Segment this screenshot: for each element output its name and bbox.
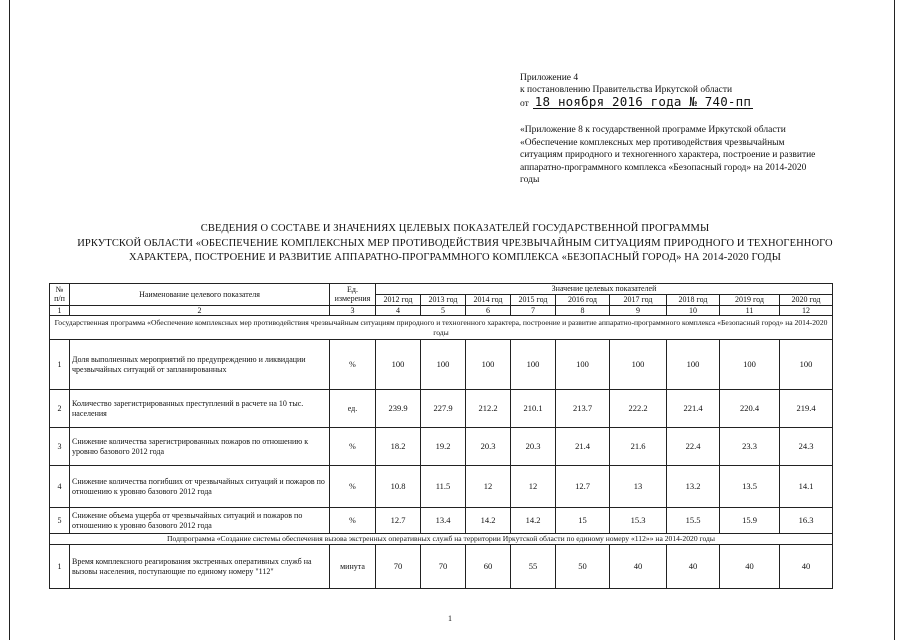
value-cell: 222.2 <box>610 390 667 428</box>
column-number-8: 8 <box>556 305 610 316</box>
value-cell: 239.9 <box>376 390 421 428</box>
header-year-1: 2012 год <box>376 294 421 305</box>
table-row <box>50 428 833 466</box>
value-cell: 100 <box>667 340 720 390</box>
value-cell: 100 <box>780 340 833 390</box>
indicator-name: Снижение количества погибших от чрезвычайных ситуаций и пожаров по отношению к уровню базового 2012 года <box>70 466 330 508</box>
value-cell: 12.7 <box>556 466 610 508</box>
header-year-8: 2019 год <box>720 294 780 305</box>
value-cell: 100 <box>511 340 556 390</box>
value-cell: 18.2 <box>376 428 421 466</box>
column-number-3: 3 <box>330 305 376 316</box>
column-number-5: 5 <box>421 305 466 316</box>
document-title <box>30 222 880 266</box>
value-cell: 22.4 <box>667 428 720 466</box>
value-cell: 100 <box>556 340 610 390</box>
subprogram-title-cell: Подпрограмма «Создание системы обеспечения вызова экстренных оперативных служб на территории Иркутской области по единому номеру «112»» на 2014-2020 годы <box>50 534 833 545</box>
column-number-12: 12 <box>780 305 833 316</box>
value-cell: 14.2 <box>511 508 556 534</box>
column-number-1: 1 <box>50 305 70 316</box>
header-year-7: 2018 год <box>667 294 720 305</box>
indicator-name: Время комплексного реагирования экстренных оперативных служб на вызовы населения, поступающие по единому номеру "112" <box>70 545 330 589</box>
value-cell: 50 <box>556 545 610 589</box>
title-line-3: ХАРАКТЕРА, ПОСТРОЕНИЕ И РАЗВИТИЕ АППАРАТНО-ПРОГРАММНОГО КОМПЛЕКСА «БЕЗОПАСНЫЙ ГОРОД» НА 2014-2020 ГОДЫ <box>128 252 782 263</box>
table-row <box>50 508 833 534</box>
value-cell: 21.4 <box>556 428 610 466</box>
annex-8-reference: «Приложение 8 к государственной программе Иркутской области «Обеспечение комплексных мер противодействия чрезвычайным ситуациям природного и техногенного характера, построение и развитие аппаратно-программного комплекса «Безопасный город» на 2014-2020 годы <box>520 125 816 185</box>
value-cell: 14.2 <box>466 508 511 534</box>
value-cell: 55 <box>511 545 556 589</box>
value-cell: 14.1 <box>780 466 833 508</box>
indicator-name: Доля выполненных мероприятий по предупреждению и ликвидации чрезвычайных ситуаций от запланированных <box>70 340 330 390</box>
value-cell: 16.3 <box>780 508 833 534</box>
row-number: 4 <box>50 466 70 508</box>
value-cell: 70 <box>421 545 466 589</box>
value-cell: 20.3 <box>511 428 556 466</box>
value-cell: 15.3 <box>610 508 667 534</box>
value-cell: 100 <box>720 340 780 390</box>
value-cell: 40 <box>610 545 667 589</box>
annex-date-line <box>520 96 820 110</box>
value-cell: 40 <box>720 545 780 589</box>
value-cell: 13.2 <box>667 466 720 508</box>
title-line-2: ИРКУТСКОЙ ОБЛАСТИ «ОБЕСПЕЧЕНИЕ КОМПЛЕКСНЫХ МЕР ПРОТИВОДЕЙСТВИЯ ЧРЕЗВЫЧАЙНЫМ СИТУАЦИЯМ ПРИРОДНОГО И ТЕХНОГЕННОГО <box>77 237 833 249</box>
row-number: 5 <box>50 508 70 534</box>
column-number-6: 6 <box>466 305 511 316</box>
column-number-7: 7 <box>511 305 556 316</box>
annex-header <box>520 72 820 110</box>
table-row <box>50 340 833 390</box>
value-cell: 227.9 <box>421 390 466 428</box>
unit-cell: % <box>330 428 376 466</box>
unit-cell: % <box>330 340 376 390</box>
header-row-1 <box>50 284 833 295</box>
row-number: 2 <box>50 390 70 428</box>
header-num: № п/п <box>50 284 70 306</box>
header-unit: Ед. измерения <box>330 284 376 306</box>
value-cell: 13 <box>610 466 667 508</box>
indicator-name: Снижение количества зарегистрированных пожаров по отношению к уровню базового 2012 года <box>70 428 330 466</box>
table-row <box>50 545 833 589</box>
unit-cell: ед. <box>330 390 376 428</box>
annex-date-number: 18 ноября 2016 года № 740-пп <box>534 94 752 109</box>
header-year-3: 2014 год <box>466 294 511 305</box>
value-cell: 12 <box>511 466 556 508</box>
column-number-10: 10 <box>667 305 720 316</box>
value-cell: 11.5 <box>421 466 466 508</box>
row-number: 3 <box>50 428 70 466</box>
value-cell: 19.2 <box>421 428 466 466</box>
scan-left-edge <box>9 0 10 640</box>
subprogram-title-row <box>50 534 833 545</box>
annex-ot-label: от <box>520 99 529 109</box>
value-cell: 40 <box>667 545 720 589</box>
column-number-4: 4 <box>376 305 421 316</box>
value-cell: 10.8 <box>376 466 421 508</box>
scan-right-edge <box>894 0 895 640</box>
indicator-name: Количество зарегистрированных преступлений в расчете на 10 тыс. населения <box>70 390 330 428</box>
value-cell: 20.3 <box>466 428 511 466</box>
value-cell: 219.4 <box>780 390 833 428</box>
value-cell: 21.6 <box>610 428 667 466</box>
header-name: Наименование целевого показателя <box>70 284 330 306</box>
header-year-6: 2017 год <box>610 294 667 305</box>
unit-cell: минута <box>330 545 376 589</box>
header-year-9: 2020 год <box>780 294 833 305</box>
header-values-group: Значение целевых показателей <box>376 284 833 295</box>
header-year-4: 2015 год <box>511 294 556 305</box>
value-cell: 12.7 <box>376 508 421 534</box>
value-cell: 100 <box>421 340 466 390</box>
value-cell: 100 <box>610 340 667 390</box>
page-number: 1 <box>448 614 452 623</box>
header-year-2: 2013 год <box>421 294 466 305</box>
row-number: 1 <box>50 545 70 589</box>
column-number-9: 9 <box>610 305 667 316</box>
value-cell: 100 <box>466 340 511 390</box>
value-cell: 40 <box>780 545 833 589</box>
column-number-11: 11 <box>720 305 780 316</box>
annex-line-2: к постановлению Правительства Иркутской области <box>520 85 733 95</box>
value-cell: 15.9 <box>720 508 780 534</box>
value-cell: 13.5 <box>720 466 780 508</box>
value-cell: 23.3 <box>720 428 780 466</box>
value-cell: 220.4 <box>720 390 780 428</box>
unit-cell: % <box>330 466 376 508</box>
value-cell: 15 <box>556 508 610 534</box>
unit-cell: % <box>330 508 376 534</box>
table-row <box>50 390 833 428</box>
value-cell: 60 <box>466 545 511 589</box>
value-cell: 24.3 <box>780 428 833 466</box>
value-cell: 13.4 <box>421 508 466 534</box>
indicator-name: Снижение объема ущерба от чрезвычайных ситуаций и пожаров по отношению к уровню базового 2012 года <box>70 508 330 534</box>
column-number-2: 2 <box>70 305 330 316</box>
indicators-table <box>49 283 833 589</box>
column-numbers-row <box>50 305 833 316</box>
value-cell: 15.5 <box>667 508 720 534</box>
row-number: 1 <box>50 340 70 390</box>
value-cell: 213.7 <box>556 390 610 428</box>
value-cell: 210.1 <box>511 390 556 428</box>
value-cell: 212.2 <box>466 390 511 428</box>
annex-line-1: Приложение 4 <box>520 73 579 83</box>
value-cell: 12 <box>466 466 511 508</box>
value-cell: 100 <box>376 340 421 390</box>
program-title-cell: Государственная программа «Обеспечение комплексных мер противодействия чрезвычайным ситуациям природного и техногенного характера, построение и развитие аппаратно-программного комплекса «Безопасный город» на 2014-2020 годы <box>50 316 833 340</box>
program-title-row <box>50 316 833 340</box>
header-year-5: 2016 год <box>556 294 610 305</box>
value-cell: 70 <box>376 545 421 589</box>
value-cell: 221.4 <box>667 390 720 428</box>
title-line-1: СВЕДЕНИЯ О СОСТАВЕ И ЗНАЧЕНИЯХ ЦЕЛЕВЫХ ПОКАЗАТЕЛЕЙ ГОСУДАРСТВЕННОЙ ПРОГРАММЫ <box>200 223 710 234</box>
table-row <box>50 466 833 508</box>
